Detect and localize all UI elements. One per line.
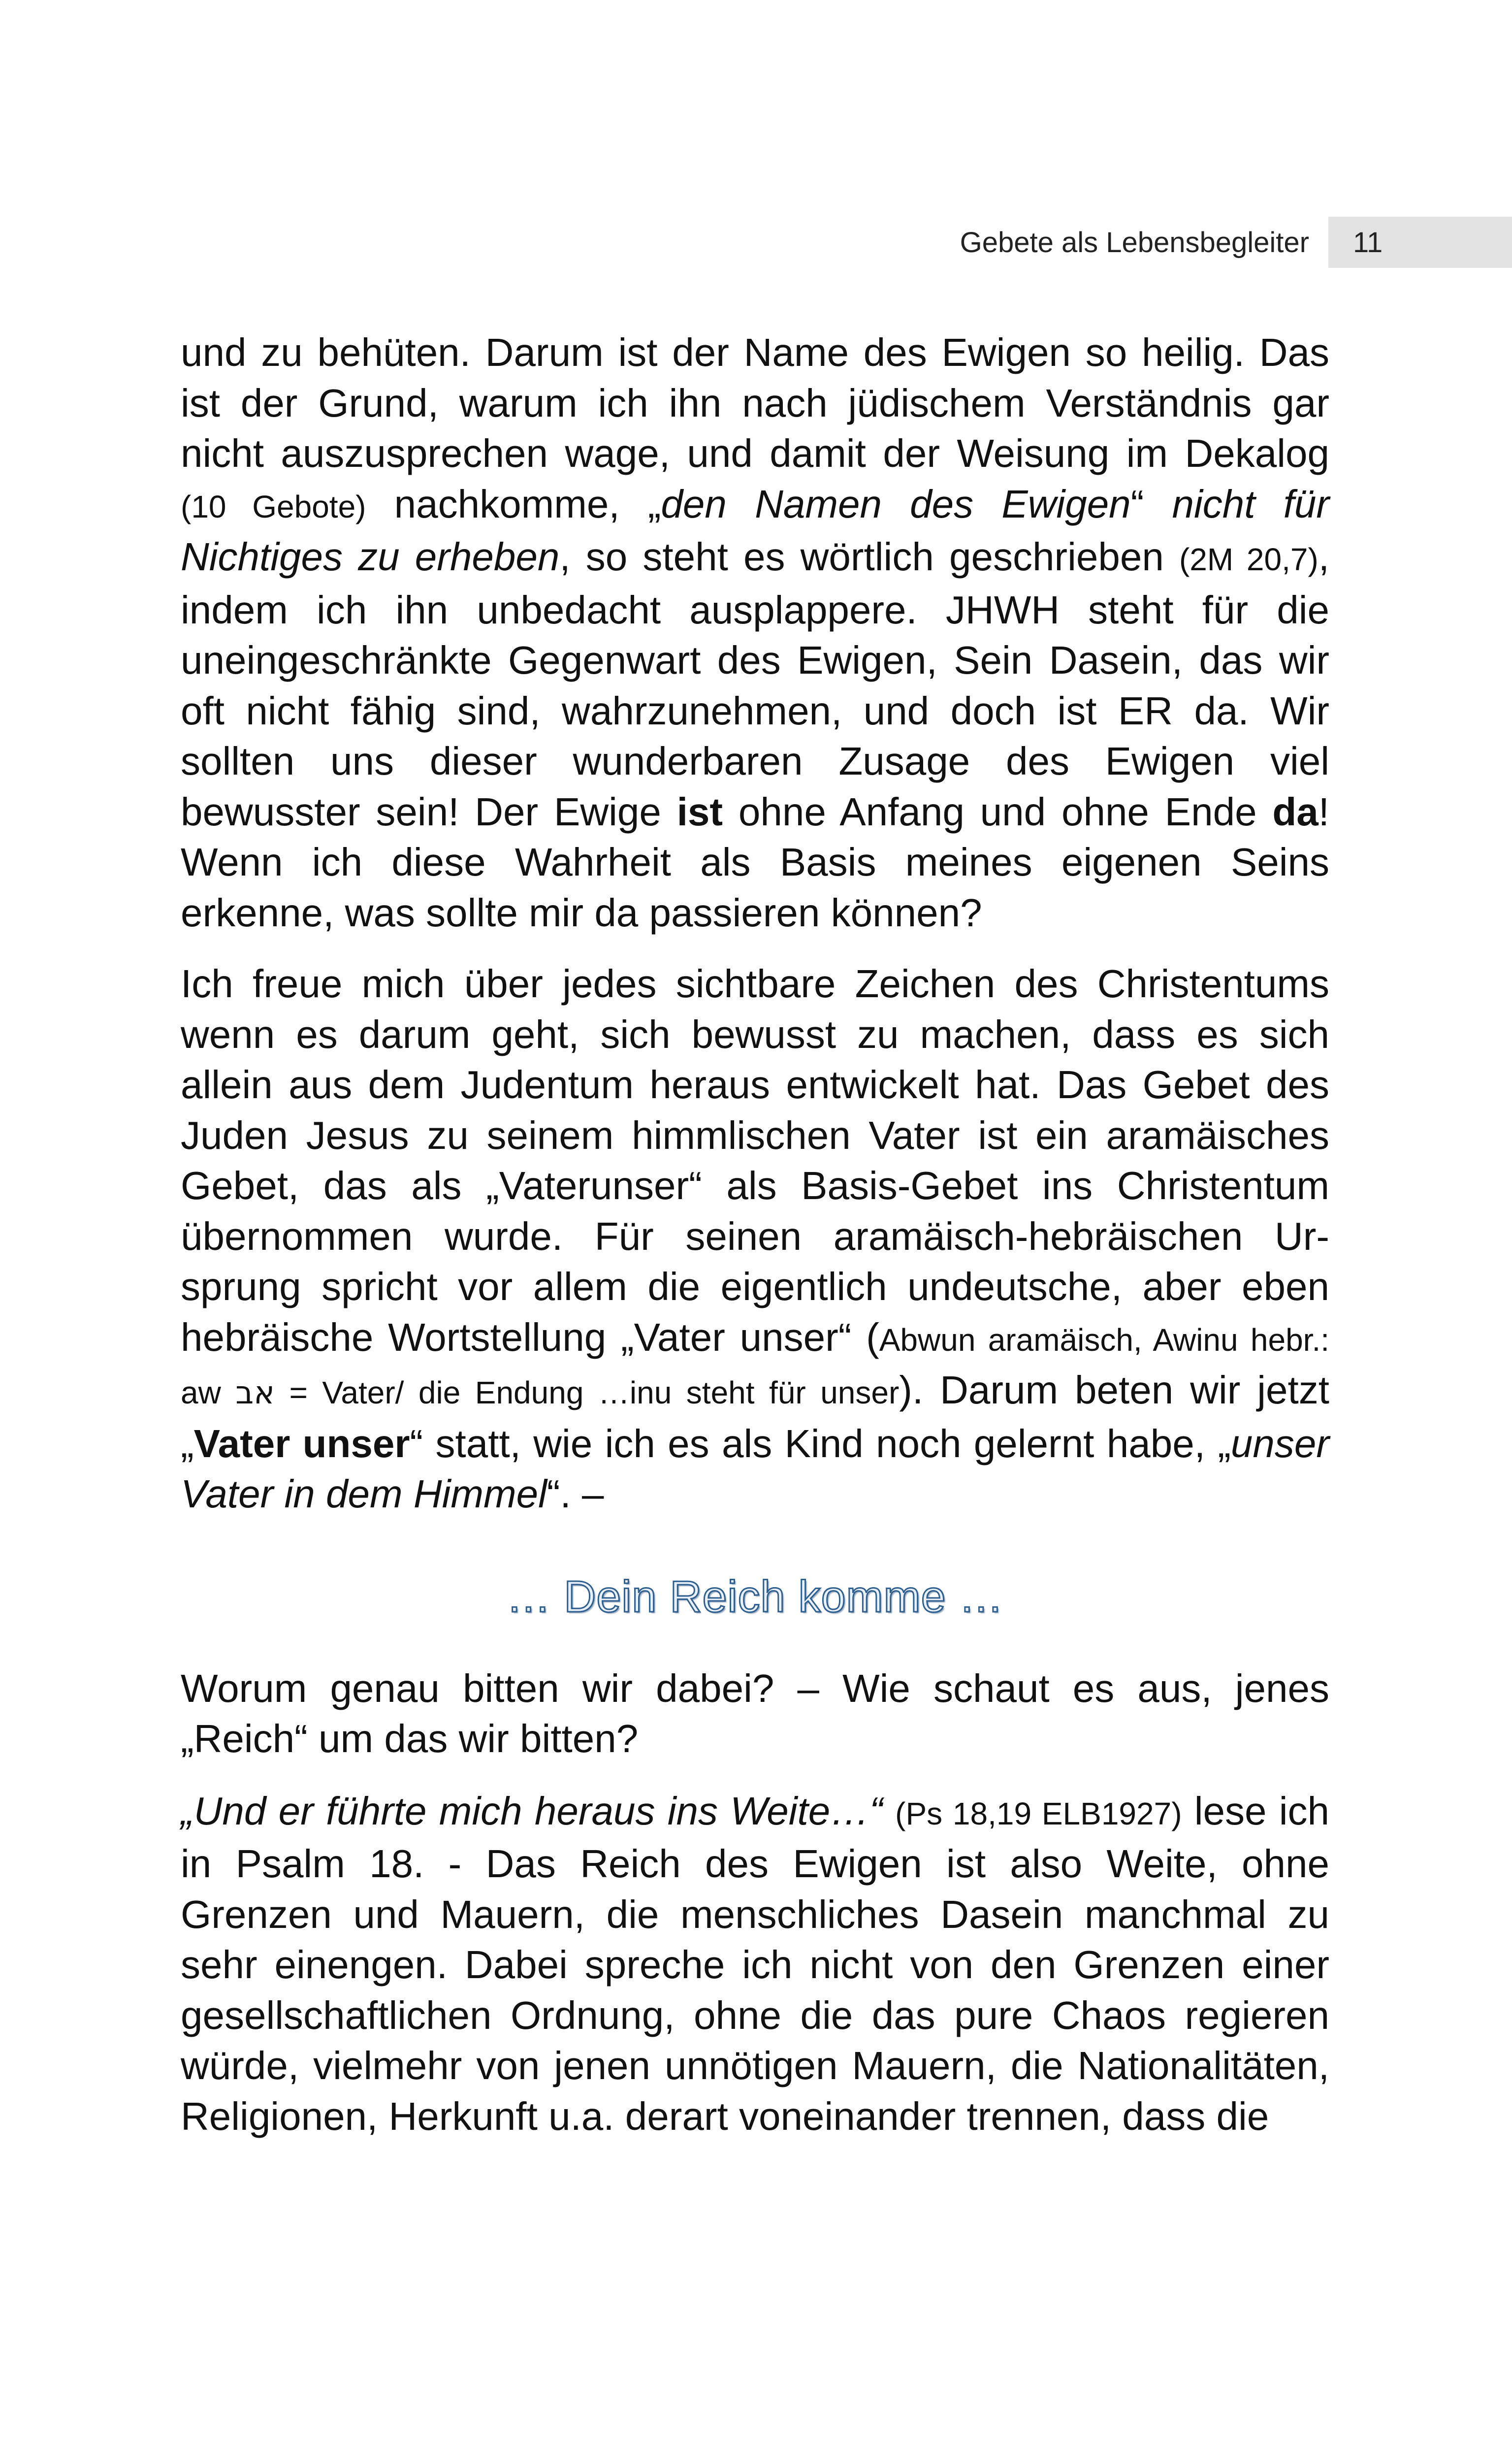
text-run: “. – <box>547 1472 604 1516</box>
page-body <box>181 327 1329 2142</box>
text-run: ). Darum beten wir jetzt „ <box>181 1368 1330 1466</box>
text-run: , indem ich ihn unbedacht ausplappere. JHWH steht für die uneingeschränkte Gegenwart des Ewigen, Sein Dasein, das wir oft nicht fähig sind, wahrzunehmen, und doch ist ER da. Wir sollten uns dieser wunderbaren Zusage des Ewigen viel bewusster sein! Der Ewige <box>181 535 1329 834</box>
reference-note: (2M 20,7) <box>1179 542 1319 577</box>
page-number: 11 <box>1353 226 1383 259</box>
text-run: ohne Anfang und ohne Ende <box>723 789 1273 834</box>
text-run: “ <box>1130 482 1172 526</box>
text-run: ! Wenn ich diese Wahrheit als Basis meines eigenen Seins erkenne, was sollte mir da passieren können? <box>181 789 1330 935</box>
text-run: und zu behüten. Darum ist der Name des Ewigen so heilig. Das ist der Grund, warum ich ihn nach jüdischem Verständnis gar nicht auszusprechen wage, und damit der Weisung im Dekalog <box>181 330 1329 475</box>
reference-note: Abwun aramäisch, Awinu hebr.: aw <box>181 1322 1330 1410</box>
reference-note: (10 Gebote) <box>181 489 366 524</box>
text-run: Ich freue mich über jedes sichtbare Zeichen des Christentums wenn es darum geht, sich bewusst zu machen, dass es sich allein aus dem Judentum heraus entwickelt hat. Das Gebet des Juden Jesus zu seinem himmlischen Vater ist ein aramäisches Gebet, das als „Vaterunser“ als Basis-Gebet ins Christentum übernommen wurde. Für seinen aramäisch-hebräischen Ursprung spricht vor allem die eigentlich undeutsche, aber eben hebräische Wortstellung „Vater unser“ ( <box>181 962 1329 1359</box>
italic-quote: unser Vater in dem Himmel <box>181 1421 1330 1516</box>
hebrew-text: אב <box>235 1375 275 1411</box>
bold-word: da <box>1272 789 1319 834</box>
bold-phrase: Vater unser <box>193 1421 410 1466</box>
page-header <box>0 217 1512 268</box>
italic-quote: den Namen des Ewigen <box>661 482 1131 526</box>
page-number-tab <box>1328 217 1512 268</box>
italic-quote: „Und er führte mich heraus ins Weite…“ <box>181 1789 883 1833</box>
paragraph-1 <box>181 327 1329 938</box>
paragraph-4 <box>181 1786 1329 2142</box>
paragraph-3: Worum genau bitten wir dabei? – Wie schaut es aus, jenes „Reich“ um das wir bitten? <box>181 1666 1329 1760</box>
reference-note: = Vater/ die Endung …inu steht für unser <box>275 1375 900 1410</box>
running-header-title: Gebete als Lebensbegleiter <box>960 226 1309 259</box>
section-heading: … Dein Reich komme … <box>506 1572 1004 1622</box>
reference-note: (Ps 18,19 ELB1927) <box>895 1795 1182 1831</box>
text-run: nachkomme, „ <box>366 482 661 526</box>
text-run: lese ich in Psalm 18. - Das Reich des Ewigen ist also Weite, ohne Grenzen und Mauern, die menschliches Dasein manchmal zu sehr einengen. Dabei spreche ich nicht von den Grenzen einer gesellschaftlichen Ordnung, ohne die das pure Chaos regieren würde, vielmehr von jenen unnötigen Mauern, die Nationalitäten, Religionen, Herkunft u.a. derart voneinander trennen, dass die <box>181 1789 1330 2138</box>
bold-word: ist <box>676 789 723 834</box>
text-run: “ statt, wie ich es als Kind noch gelernt habe, „ <box>410 1421 1231 1466</box>
text-run: , so steht es wörtlich geschrieben <box>559 535 1179 579</box>
paragraph-2 <box>181 959 1329 1520</box>
text-run <box>883 1789 895 1833</box>
italic-quote: nicht für Nichtiges zu erheben <box>181 482 1330 579</box>
